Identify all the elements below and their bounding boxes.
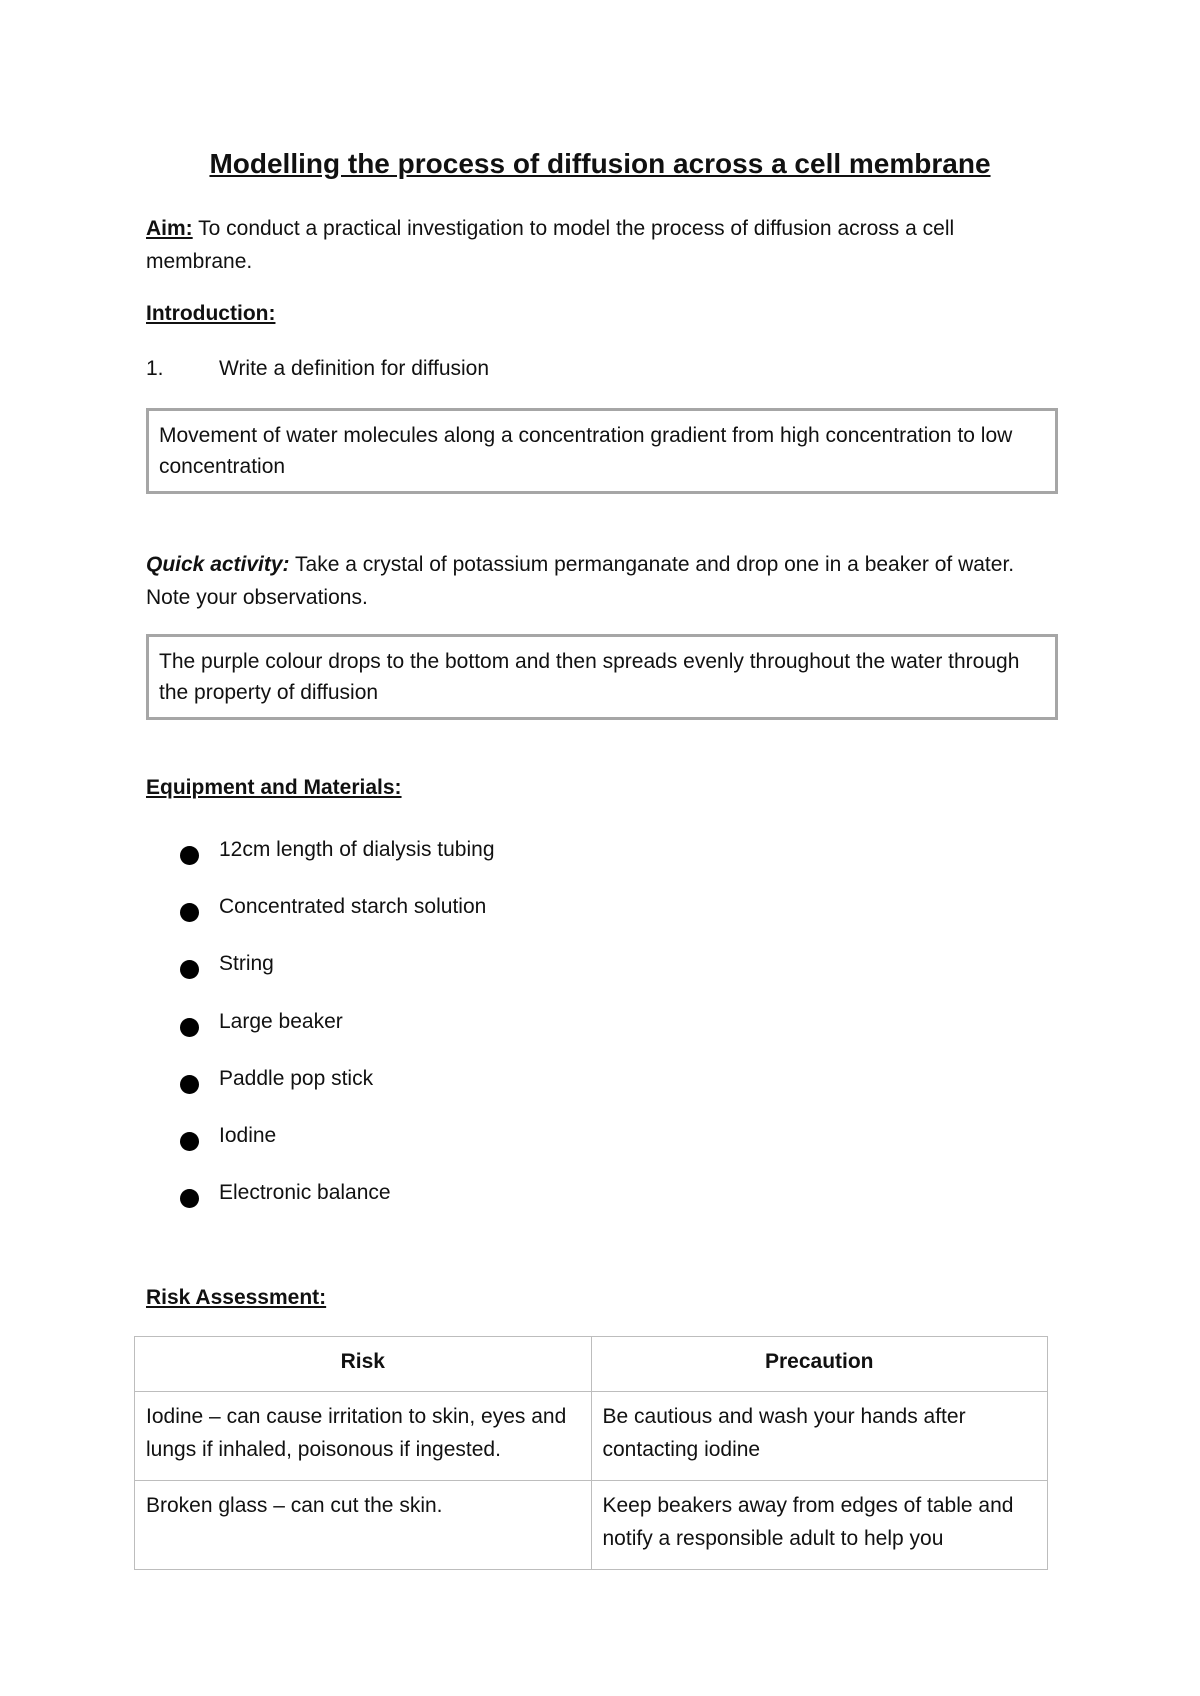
risk-cell: Iodine – can cause irritation to skin, eyes and lungs if inhaled, poisonous if ingested.	[135, 1392, 592, 1481]
equipment-list	[180, 838, 495, 1238]
list-item: Large beaker	[180, 1010, 495, 1067]
list-item: 12cm length of dialysis tubing	[180, 838, 495, 895]
bullet-icon	[180, 1075, 199, 1094]
quick-activity-paragraph	[146, 548, 1016, 614]
bullet-icon	[180, 1189, 199, 1208]
risk-assessment-heading: Risk Assessment:	[146, 1286, 327, 1309]
definition-answer-box: Movement of water molecules along a concentration gradient from high concentration to low concentration	[146, 408, 1058, 494]
bullet-icon	[180, 846, 199, 865]
aim-paragraph	[146, 212, 1036, 278]
aim-text: To conduct a practical investigation to model the process of diffusion across a cell membrane.	[146, 217, 955, 273]
question-1	[146, 357, 490, 381]
question-text: Write a definition for diffusion	[219, 357, 490, 380]
introduction-heading: Introduction:	[146, 302, 276, 325]
observations-answer-box: The purple colour drops to the bottom and then spreads evenly throughout the water through the property of diffusion	[146, 634, 1058, 720]
bullet-icon	[180, 903, 199, 922]
quick-activity-label: Quick activity:	[146, 553, 290, 576]
risk-cell: Broken glass – can cut the skin.	[135, 1481, 592, 1570]
table-row	[135, 1481, 1048, 1570]
precaution-cell: Keep beakers away from edges of table and notify a responsible adult to help you	[591, 1481, 1048, 1570]
equipment-heading: Equipment and Materials:	[146, 776, 402, 799]
bullet-icon	[180, 1018, 199, 1037]
quick-activity-text: Take a crystal of potassium permanganate and drop one in a beaker of water. Note your observations.	[146, 553, 1015, 609]
table-row	[135, 1392, 1048, 1481]
question-number: 1.	[146, 357, 164, 380]
list-item: Electronic balance	[180, 1181, 495, 1238]
table-header-row	[135, 1337, 1048, 1392]
list-item: Iodine	[180, 1124, 495, 1181]
bullet-icon	[180, 1132, 199, 1151]
column-header-risk: Risk	[135, 1337, 592, 1392]
bullet-icon	[180, 960, 199, 979]
list-item: String	[180, 952, 495, 1009]
precaution-cell: Be cautious and wash your hands after contacting iodine	[591, 1392, 1048, 1481]
risk-table	[134, 1336, 1048, 1570]
list-item: Paddle pop stick	[180, 1067, 495, 1124]
page-title: Modelling the process of diffusion across a cell membrane	[209, 148, 991, 179]
column-header-precaution: Precaution	[591, 1337, 1048, 1392]
aim-label: Aim:	[146, 217, 193, 240]
list-item: Concentrated starch solution	[180, 895, 495, 952]
